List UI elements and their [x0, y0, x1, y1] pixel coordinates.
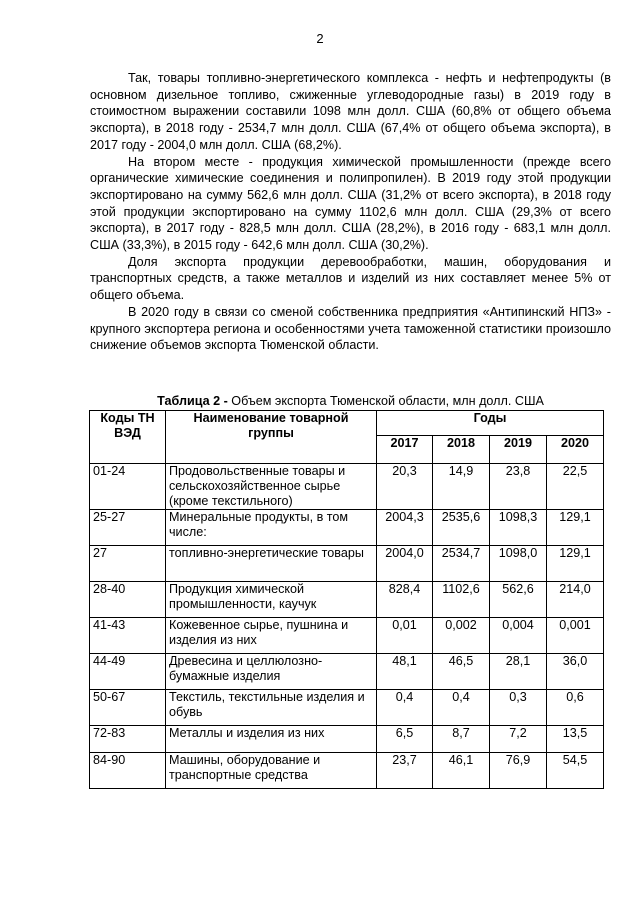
cell-value: 6,5: [377, 726, 433, 753]
paragraph: Так, товары топливно-энергетического комплекса - нефть и нефтепродукты (в основном дизельное топливо, сжиженные углеводородные газы) в 2019 году в стоимостном выражении составили 1098 млн долл. США (60,8% от общего объема экспорта), в 2018 году - 2534,7 млн долл. США (67,4% от общего объема экспорта), в 2017 году - 2004,0 млн долл. США (68,2%).: [90, 71, 611, 152]
cell-value: 46,1: [433, 753, 490, 789]
cell-name: Продовольственные товары и сельскохозяйственное сырье (кроме текстильного): [166, 464, 377, 510]
cell-value: 0,01: [377, 618, 433, 654]
cell-name: Продукция химической промышленности, каучук: [166, 582, 377, 618]
cell-value: 0,001: [547, 618, 604, 654]
header-year-2017: 2017: [377, 436, 433, 464]
cell-value: 0,4: [377, 690, 433, 726]
cell-value: 2535,6: [433, 510, 490, 546]
cell-value: 36,0: [547, 654, 604, 690]
table-caption-label: Таблица 2 -: [157, 394, 232, 408]
cell-value: 0,004: [490, 618, 547, 654]
cell-value: 1098,3: [490, 510, 547, 546]
cell-value: 1098,0: [490, 546, 547, 582]
cell-value: 129,1: [547, 510, 604, 546]
table-row: [90, 464, 604, 510]
cell-value: 0,3: [490, 690, 547, 726]
header-code: Коды ТН ВЭД: [90, 411, 166, 464]
header-year-2018: 2018: [433, 436, 490, 464]
header-name: Наименование товарной группы: [166, 411, 377, 464]
cell-value: 76,9: [490, 753, 547, 789]
cell-value: 54,5: [547, 753, 604, 789]
cell-name: Кожевенное сырье, пушнина и изделия из них: [166, 618, 377, 654]
cell-value: 20,3: [377, 464, 433, 510]
cell-name: Минеральные продукты, в том числе:: [166, 510, 377, 546]
cell-value: 7,2: [490, 726, 547, 753]
paragraph: В 2020 году в связи со сменой собственника предприятия «Антипинский НПЗ» - крупного экспортера региона и особенностями учета таможенной статистики произошло снижение объемов экспорта Тюменской области.: [90, 304, 611, 353]
table-row: [90, 690, 604, 726]
paragraph: На втором месте - продукция химической промышленности (прежде всего органические химические соединения и полипропилен). В 2019 году этой продукции экспортировано на сумму 562,6 млн долл. США (31,2% от всего экспорта), в 2018 году этой продукции экспортировано на сумму 1102,6 млн долл. США (29,3% от всего экспорта), в 2017 году - 828,5 млн долл. США (28,2%), в 2016 году - 683,1 млн долл. США (33,3%), в 2015 году - 642,6 млн долл. США (30,2%).: [90, 154, 611, 253]
cell-value: 13,5: [547, 726, 604, 753]
paragraph: Доля экспорта продукции деревообработки, машин, оборудования и транспортных средств, а также металлов и изделий из них составляет менее 5% от общего объема.: [90, 254, 611, 303]
cell-value: 0,4: [433, 690, 490, 726]
cell-code: 72-83: [90, 726, 166, 753]
cell-code: 25-27: [90, 510, 166, 546]
cell-name: Металлы и изделия из них: [166, 726, 377, 753]
cell-code: 01-24: [90, 464, 166, 510]
cell-name: Древесина и целлюлозно-бумажные изделия: [166, 654, 377, 690]
cell-value: 0,002: [433, 618, 490, 654]
cell-code: 41-43: [90, 618, 166, 654]
cell-value: 2004,0: [377, 546, 433, 582]
cell-value: 828,4: [377, 582, 433, 618]
cell-value: 14,9: [433, 464, 490, 510]
cell-code: 84-90: [90, 753, 166, 789]
table-row: [90, 753, 604, 789]
cell-value: 22,5: [547, 464, 604, 510]
page-number: 2: [316, 31, 324, 46]
cell-value: 23,8: [490, 464, 547, 510]
cell-value: 23,7: [377, 753, 433, 789]
cell-value: 28,1: [490, 654, 547, 690]
table-caption: [90, 394, 611, 408]
header-year-2019: 2019: [490, 436, 547, 464]
cell-value: 1102,6: [433, 582, 490, 618]
body-text: [90, 70, 611, 354]
cell-code: 28-40: [90, 582, 166, 618]
cell-value: 8,7: [433, 726, 490, 753]
header-year-2020: 2020: [547, 436, 604, 464]
cell-name: топливно-энергетические товары: [166, 546, 377, 582]
table-row: [90, 726, 604, 753]
cell-value: 2004,3: [377, 510, 433, 546]
export-table: [89, 410, 604, 789]
cell-value: 46,5: [433, 654, 490, 690]
header-years: Годы: [377, 411, 604, 436]
table-caption-text: Объем экспорта Тюменской области, млн долл. США: [231, 394, 544, 408]
cell-value: 2534,7: [433, 546, 490, 582]
table-row: [90, 546, 604, 582]
cell-name: Текстиль, текстильные изделия и обувь: [166, 690, 377, 726]
cell-value: 48,1: [377, 654, 433, 690]
table-row: [90, 510, 604, 546]
table-row: [90, 654, 604, 690]
cell-value: 129,1: [547, 546, 604, 582]
table-row: [90, 618, 604, 654]
cell-code: 27: [90, 546, 166, 582]
table-row: [90, 582, 604, 618]
cell-code: 44-49: [90, 654, 166, 690]
cell-value: 0,6: [547, 690, 604, 726]
cell-code: 50-67: [90, 690, 166, 726]
cell-value: 562,6: [490, 582, 547, 618]
cell-value: 214,0: [547, 582, 604, 618]
cell-name: Машины, оборудование и транспортные средства: [166, 753, 377, 789]
